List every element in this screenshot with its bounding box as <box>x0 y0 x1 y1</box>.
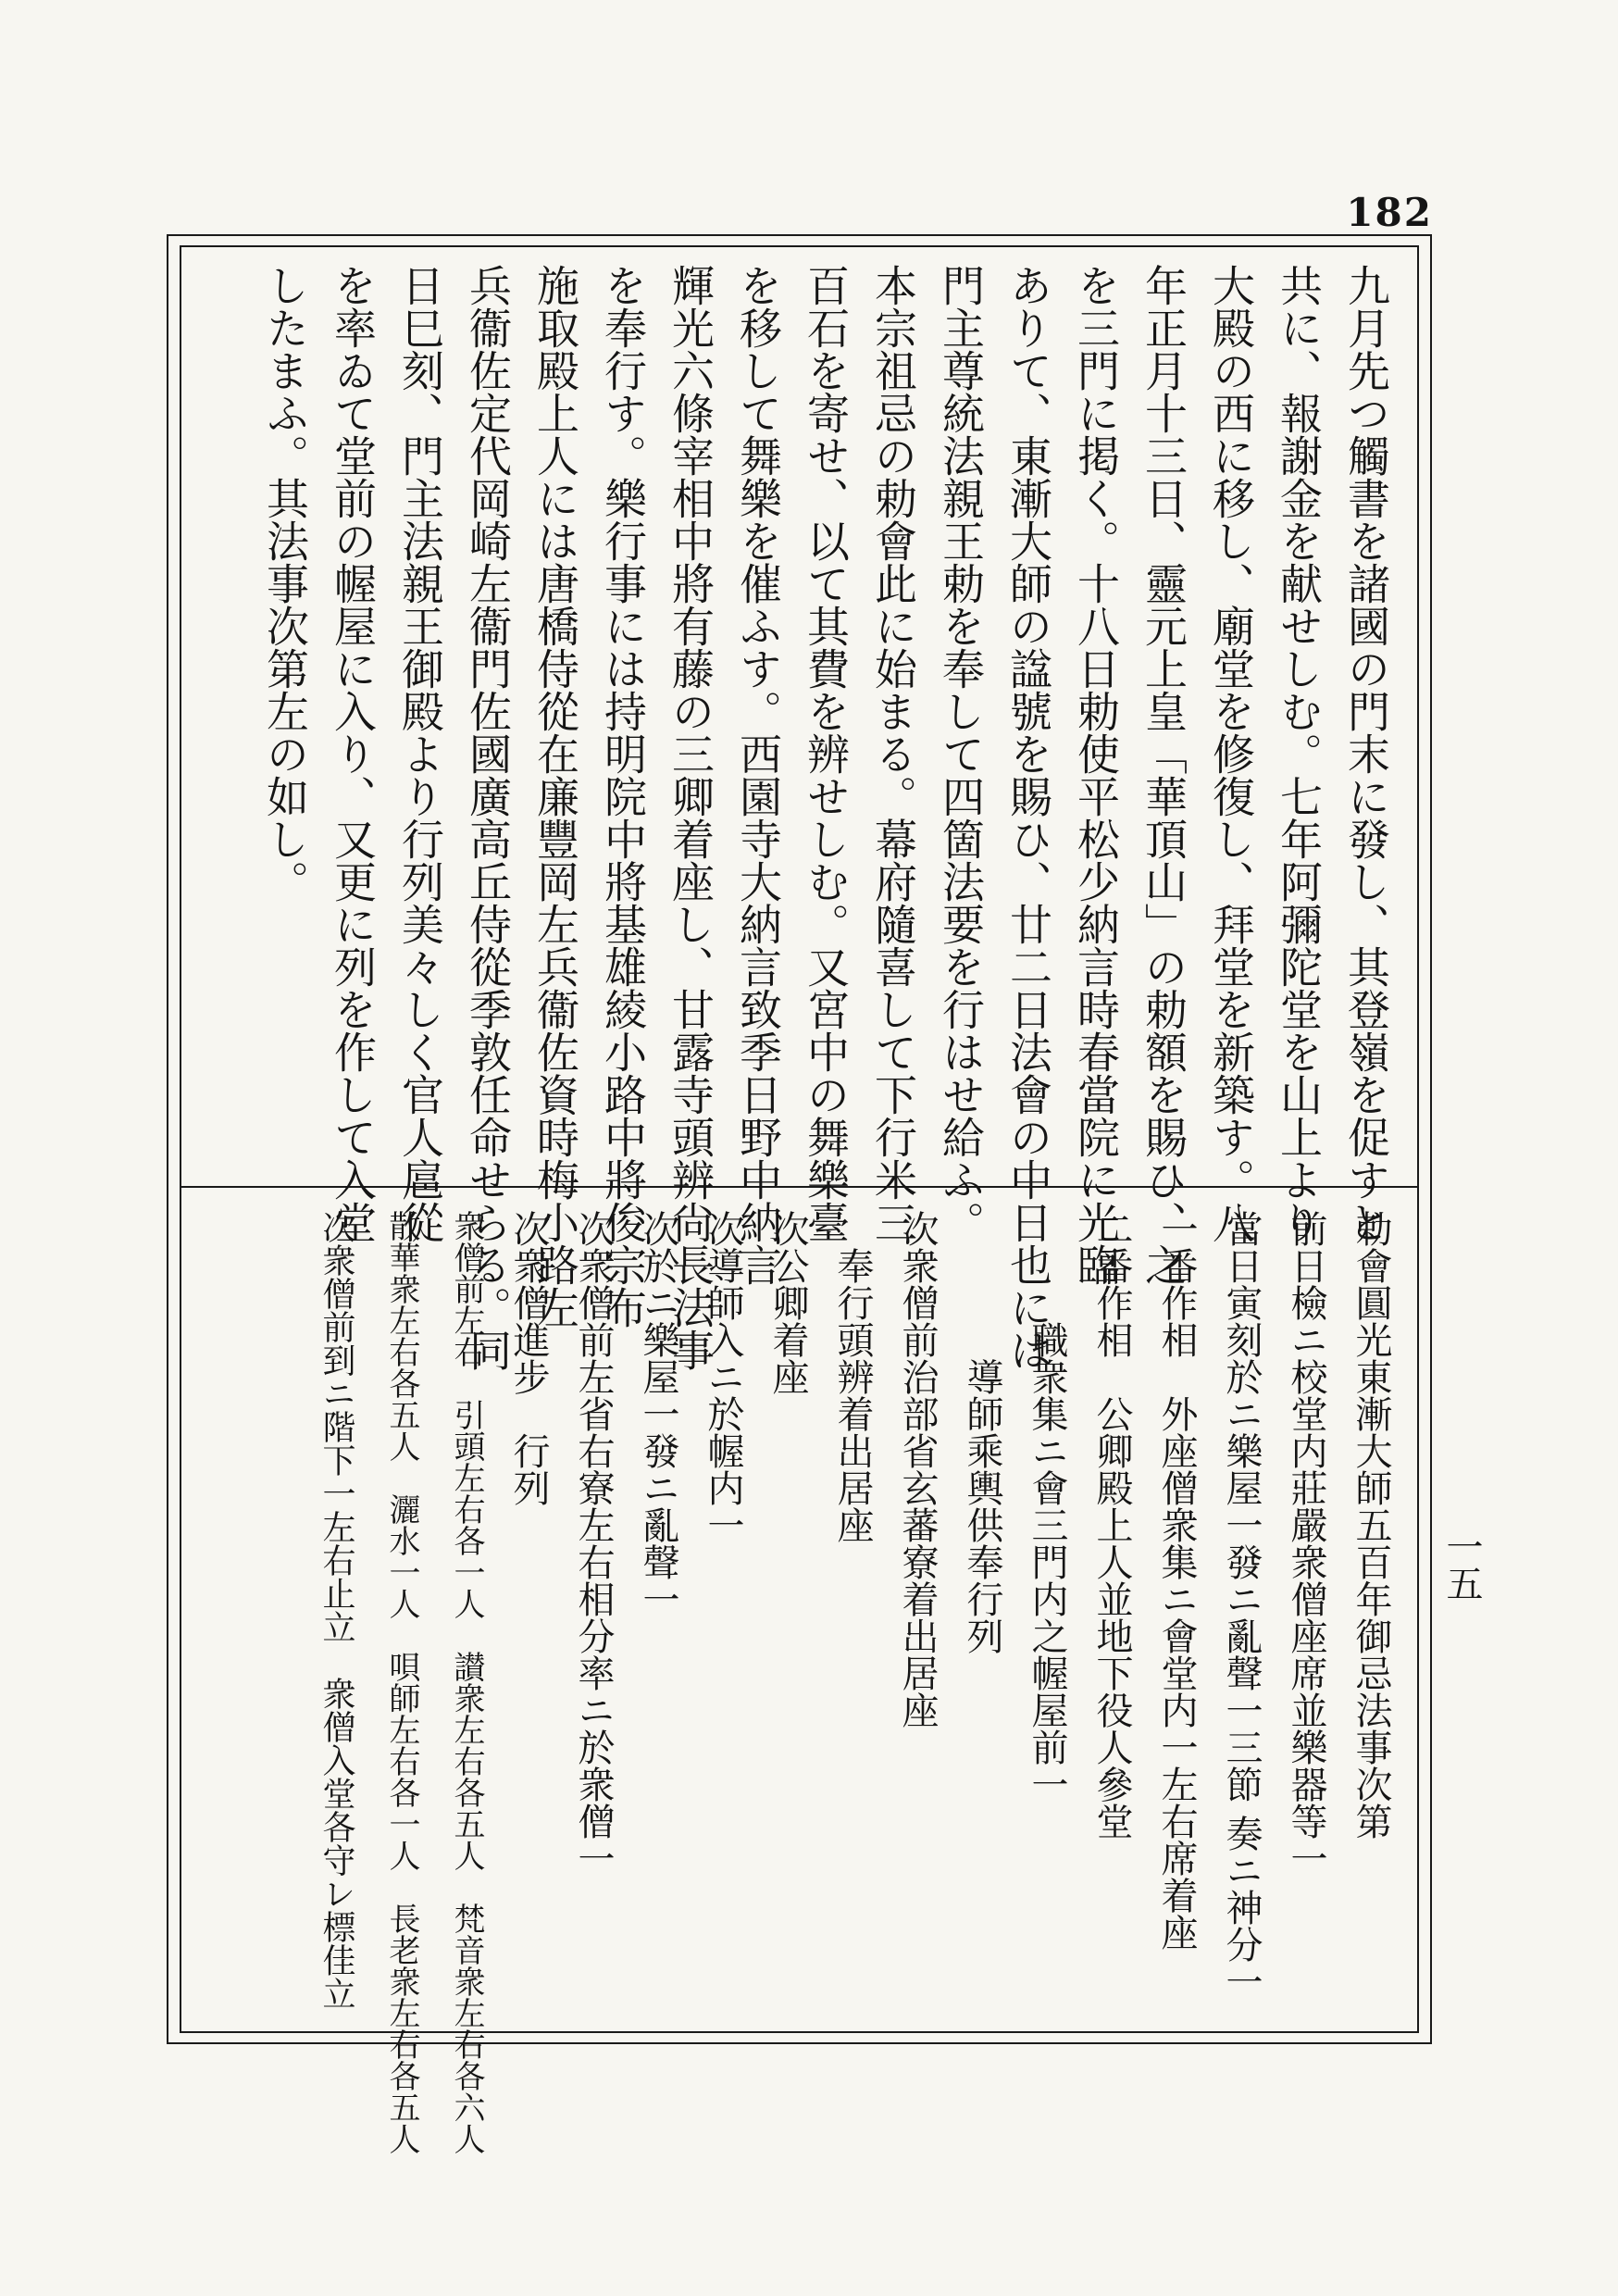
upper-col: ありて、東漸大師の諡號を賜ひ、廿二日法會の中日也には <box>1003 264 1053 1371</box>
upper-col: 大殿の西に移し、廟堂を修復し、拜堂を新築す。八 <box>1206 264 1256 1243</box>
upper-col: を移して舞樂を催ふす。西園寺大納言致季日野中納言 <box>733 264 783 1286</box>
upper-col: 本宗祖忌の勅會此に始まる。幕府隨喜して下行米三 <box>868 264 918 1243</box>
side-page-number: 一五 <box>1440 1528 1483 1602</box>
lower-col: 奉行頭辨着出居座 <box>831 1210 874 1543</box>
lower-col: 一番作相 外座僧衆集ニ會堂内一左右席着座 <box>1155 1210 1198 1951</box>
lower-col: 次於ニ樂屋一發ニ亂聲一 <box>637 1210 679 1617</box>
upper-col: を奉行す。樂行事には持明院中將基雄綾小路中將俊宗布 <box>598 264 648 1329</box>
lower-col: 次衆僧前治部省玄蕃寮着出居座 <box>896 1210 939 1728</box>
page-number: 182 <box>1346 190 1433 235</box>
lower-col: 職衆集ニ會三門内之幄屋前一 <box>1026 1210 1068 1803</box>
text-frame-inner <box>180 245 1419 2154</box>
lower-col: 次衆僧進步 行列 <box>507 1210 550 1506</box>
lower-col: 次公卿着座 <box>766 1210 809 1395</box>
lower-col: 衆僧前左右 引頭左右各一人 讃衆左右各五人 梵音衆左右各六人 <box>448 1210 485 2154</box>
upper-col: 九月先つ觸書を諸國の門末に發し、其登嶺を促すと <box>1341 264 1391 1243</box>
text-frame <box>167 234 1432 2154</box>
upper-col: 門主尊統法親王勅を奉して四箇法要を行はせ給ふ。 <box>936 264 986 1243</box>
upper-col: 年正月十三日、靈元上皇「華頂山」の勅額を賜ひ、之 <box>1139 264 1189 1286</box>
upper-col: 百石を寄せ、以て其費を辨せしむ。又宮中の舞樂臺 <box>801 264 851 1243</box>
upper-col: 輝光六條宰相中將有藤の三卿着座し、甘露寺頭辨尙長法事 <box>666 264 716 1371</box>
lower-col: 次衆僧前到ニ階下一左右止立 衆僧入堂各守レ標佳立 <box>317 1210 355 2010</box>
lower-col: 前日檢ニ校堂内莊嚴衆僧座席並樂器等一 <box>1285 1210 1327 1877</box>
upper-col: したまふ。其法事次第左の如し。 <box>260 264 310 903</box>
lower-col: 次導師入ニ於幄内一 <box>702 1210 744 1543</box>
upper-col: 兵衞佐定代岡崎左衞門佐國廣高丘侍從季敦任命せらる。同 <box>463 264 513 1371</box>
lower-col: 二番作相 公卿殿上人並地下役人參堂 <box>1090 1210 1133 1840</box>
lower-col: 導師乘輿供奉行列 <box>961 1210 1003 1654</box>
lower-col-title: 勅會圓光東漸大師五百年御忌法事次第 <box>1350 1210 1392 1840</box>
upper-col: 施取殿上人には唐橋侍從在廉豐岡左兵衞佐資時梅小路左 <box>530 264 580 1329</box>
lower-col: 散華衆左右各五人 灑水一人 唄師左右各一人 長老衆左右各五人 <box>383 1210 420 2154</box>
lower-col: 次衆僧前左省右寮左右相分率ニ於衆僧一 <box>572 1210 615 1877</box>
upper-col: を率ゐて堂前の幄屋に入り、又更に列を作して入堂 <box>328 264 378 1243</box>
upper-col: を三門に掲く。十八日勅使平松少納言時春當院に光臨 <box>1071 264 1121 1286</box>
upper-col: 共に、報謝金を献せしむ。七年阿彌陀堂を山上より <box>1274 264 1324 1243</box>
upper-col: 日巳刻、門主法親王御殿より行列美々しく官人扈從 <box>395 264 445 1243</box>
lower-col: 當日寅刻於ニ樂屋一發ニ亂聲一三節 奏ニ神分一 <box>1220 1210 1263 2000</box>
